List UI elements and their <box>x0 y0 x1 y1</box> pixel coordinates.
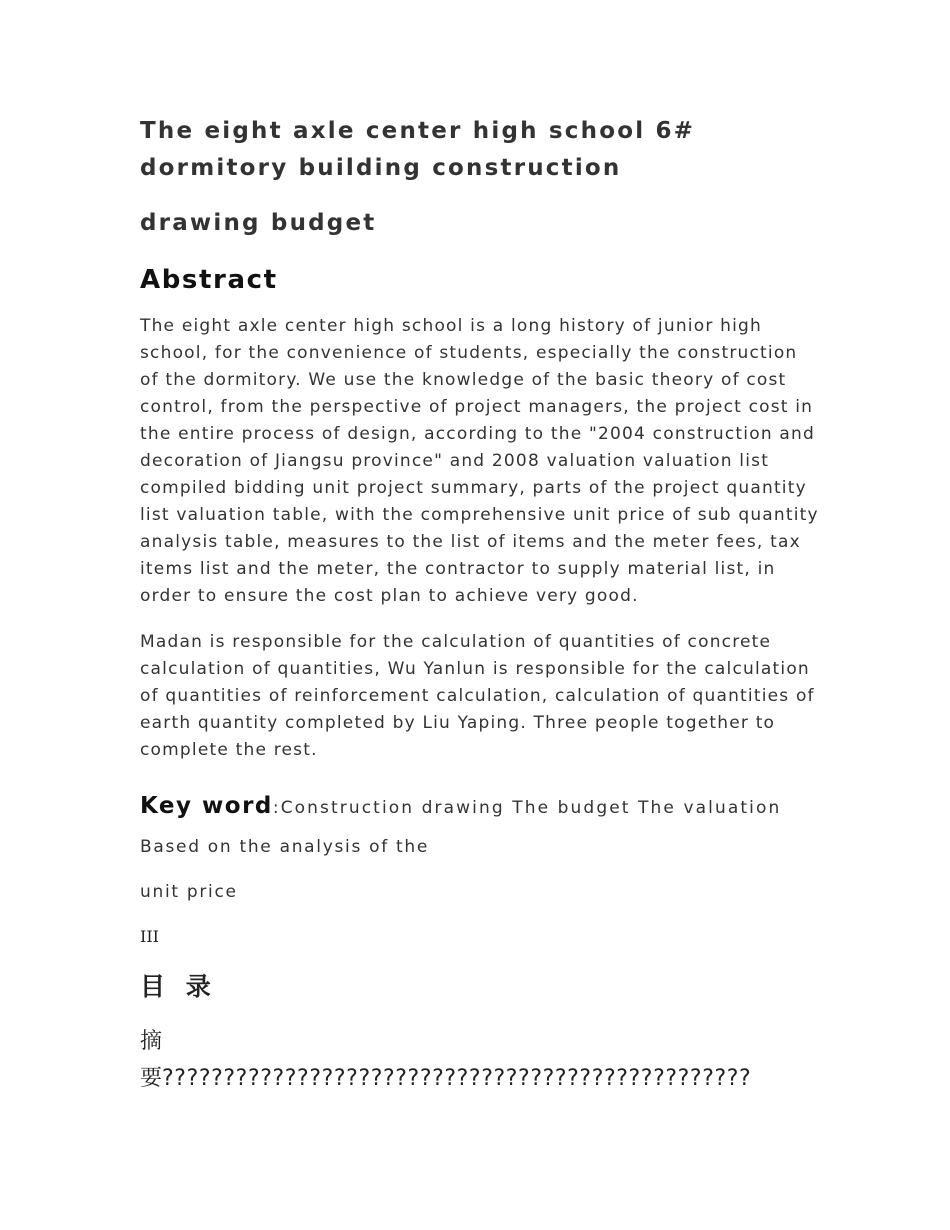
document-title-continued: drawing budget <box>140 210 377 236</box>
toc-title: 目 录 <box>140 972 217 1001</box>
keywords-separator: : <box>272 798 281 818</box>
keywords-line <box>140 791 820 823</box>
document-title: The eight axle center high school 6# dormitory building construction <box>140 118 696 181</box>
toc-entry-label: 要 <box>140 1066 163 1091</box>
keywords-label: Key word <box>140 793 273 819</box>
toc-entry-line <box>140 1060 820 1097</box>
toc-entry-label: 摘 <box>140 1029 163 1054</box>
toc-leader: ???????????????????????????????????????????????? <box>162 1066 752 1091</box>
abstract-heading: Abstract <box>140 265 278 295</box>
abstract-paragraph: The eight axle center high school is a long history of junior high school, for the convenience of students, especially the construction of the dormitory. We use the knowledge of the basic theory of cost control, from the perspective of project managers, the project cost in the entire process of design, according to the "2004 construction and decoration of Jiangsu province" and 2008 valuation valuation list compiled bidding unit project summary, parts of the project quantity list valuation table, with the comprehensive unit price of sub quantity analysis table, measures to the list of items and the meter fees, tax items list and the meter, the contractor to supply material list, in order to ensure the cost plan to achieve very good. <box>140 316 819 606</box>
abstract-paragraph: Madan is responsible for the calculation of quantities of concrete calculation of quantities, Wu Yanlun is responsible for the calculation of quantities of reinforcement calculation, calculation of quantities of earth quantity completed by Liu Yaping. Three people together to complete the rest. <box>140 632 815 760</box>
keywords-continued: Based on the analysis of the <box>140 837 429 857</box>
page-number: III <box>140 927 159 946</box>
document-page <box>140 113 820 1097</box>
keywords-continued: unit price <box>140 882 238 902</box>
toc-entry[interactable] <box>140 1023 820 1097</box>
keywords-value: Construction drawing The budget The valuation <box>280 798 782 818</box>
